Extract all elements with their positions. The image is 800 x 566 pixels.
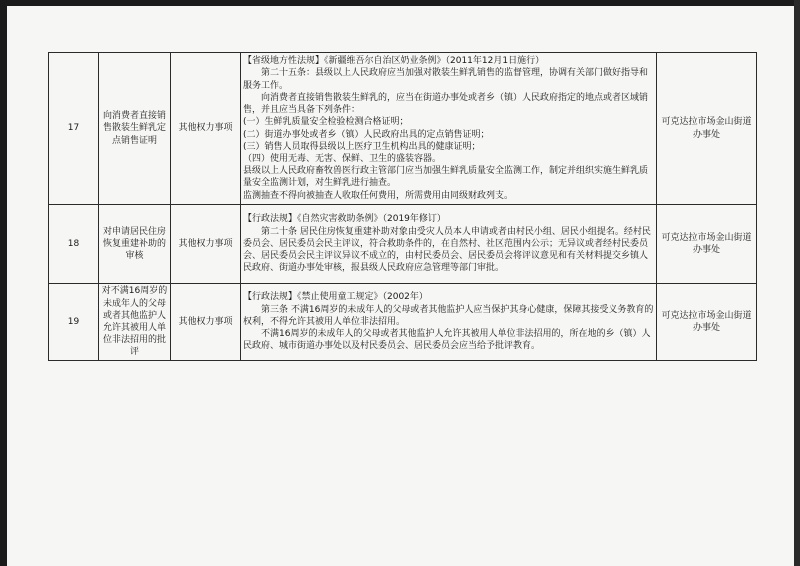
scan-border-top: [0, 0, 800, 6]
basis-list-item: (一）生鲜乳质量安全检验检测合格证明；: [243, 117, 409, 128]
basis-paragraph: 县级以上人民政府畜牧兽医行政主管部门应当加强生鲜乳质量安全监测工作，制定并组织实施生鲜乳质量安全监测计划，对生鲜乳进行抽查。: [243, 166, 649, 189]
responsible-office: 可克达拉市场金山街道办事处: [657, 53, 757, 205]
item-type: 其他权力事项: [171, 205, 241, 284]
basis-list-item: (二）街道办事处或者乡（镇）人民政府出具的定点销售证明；: [243, 129, 490, 140]
basis-law-title: 【行政法规】《自然灾害救助条例》（2019年修订）: [243, 214, 446, 225]
scan-border-right: [794, 0, 800, 566]
row-number: 17: [49, 53, 99, 205]
legal-basis: [241, 53, 657, 205]
table-row: [49, 205, 757, 284]
legal-basis: [241, 284, 657, 361]
responsible-office: 可克达拉市场金山街道办事处: [657, 205, 757, 284]
basis-paragraph: 向消费者直接销售散装生鲜乳的，应当在街道办事处或者乡（镇）人民政府指定的地点或者区域销售，并且应当具备下列条件：: [243, 92, 649, 116]
legal-basis: [241, 205, 657, 284]
basis-paragraph: 监测抽查不得向被抽查人收取任何费用，所需费用由同级财政列支。: [243, 190, 514, 201]
responsible-office: 可克达拉市场金山街道办事处: [657, 284, 757, 361]
row-number: 18: [49, 205, 99, 284]
table-row: [49, 53, 757, 205]
basis-list-item: （四）使用无毒、无害、保鲜、卫生的盛装容器。: [243, 153, 442, 164]
item-type: 其他权力事项: [171, 53, 241, 205]
basis-paragraph: 第二十条 居民住房恢复重建补助对象由受灾人员本人申请或者由村民小组、居民小组提名。经村民委员会、居民委员会民主评议，符合救助条件的，在自然村、社区范围内公示；无异议或者经村民委员会、居民委员会民主评议异议不成立的，由村民委员会、居民委员会将评议意见和有关材料提交乡镇人民政府、街道办事处审核，报县级人民政府应急管理等部门审批。: [243, 226, 651, 274]
scan-border-left: [0, 0, 7, 566]
item-type: 其他权力事项: [171, 284, 241, 361]
power-list-table: [48, 52, 757, 361]
basis-paragraph: 第二十五条：县级以上人民政府应当加强对散装生鲜乳销售的监督管理，协调有关部门做好指导和服务工作。: [243, 68, 649, 91]
table-row: [49, 284, 757, 361]
row-number: 19: [49, 284, 99, 361]
item-name: 向消费者直接销售散装生鲜乳定点销售证明: [99, 53, 171, 205]
item-name: 对申请居民住房恢复重建补助的审核: [99, 205, 171, 284]
basis-paragraph: 第三条 不满16周岁的未成年人的父母或者其他监护人应当保护其身心健康，保障其接受义务教育的权利，不得允许其被用人单位非法招用。: [243, 304, 654, 327]
item-name: 对不满16周岁的未成年人的父母或者其他监护人允许其被用人单位非法招用的批评: [99, 284, 171, 361]
basis-law-title: 【省级地方性法规】《新疆维吾尔自治区奶业条例》（2011年12月1日施行）: [243, 56, 545, 67]
basis-list-item: (三）销售人员取得县级以上医疗卫生机构出具的健康证明；: [243, 141, 481, 152]
basis-law-title: 【行政法规】《禁止使用童工规定》（2002年）: [243, 292, 428, 303]
basis-paragraph: 不满16周岁的未成年人的父母或者其他监护人允许其被用人单位非法招用的，所在地的乡（镇）人民政府、城市街道办事处以及村民委员会、居民委员会应当给予批评教育。: [243, 329, 651, 352]
